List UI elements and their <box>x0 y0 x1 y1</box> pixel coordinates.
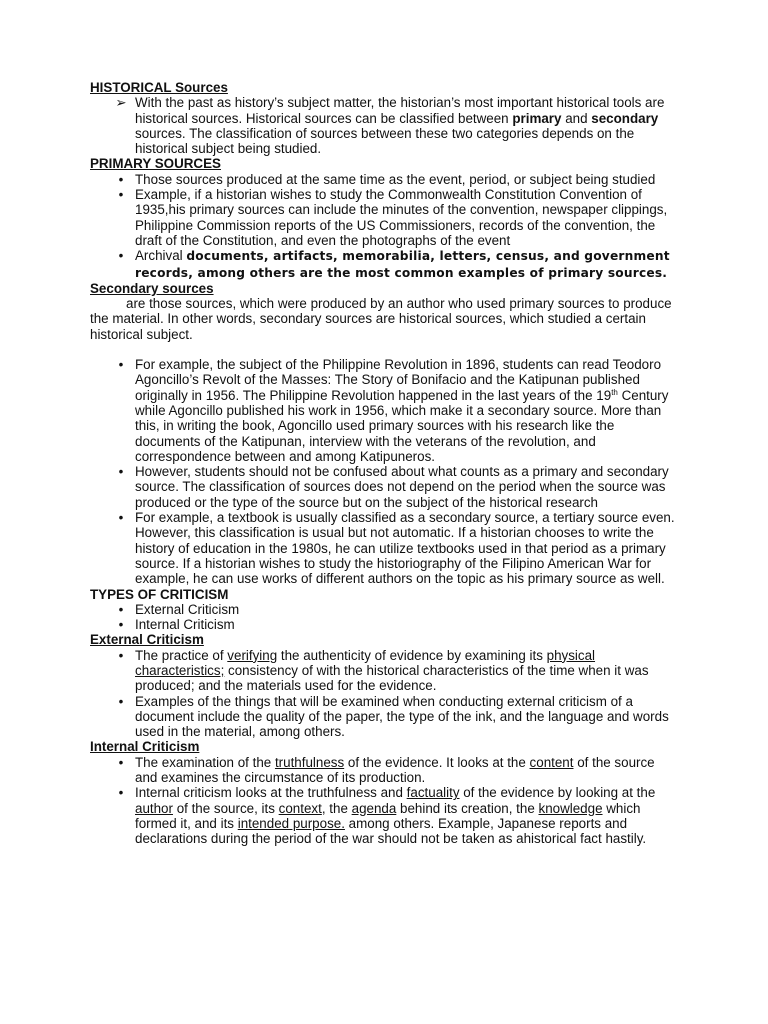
internal-list-item <box>90 785 680 846</box>
primary-item-1-text: Those sources produced at the same time as the event, period, or subject being studied <box>135 171 656 187</box>
bullet-icon: • <box>118 464 124 480</box>
internal-1a: The examination of the <box>135 754 275 770</box>
bullet-icon: • <box>118 248 124 264</box>
external-1a: The practice of <box>135 647 228 663</box>
internal-2f: which formed it, and its <box>135 800 641 831</box>
intro-bold-secondary: secondary <box>591 110 659 126</box>
underline-context: context <box>278 800 322 816</box>
bullet-icon: • <box>118 187 124 203</box>
secondary-item-1a: For example, the subject of the Philippine Revolution in 1896, students can read Teodoro Agoncillo’s Revolt of the Masses: The Story of Bonifacio and the Katipunan published originally in 1956. The Philippine Revolution happened in the last years of the 19 <box>135 357 662 403</box>
primary-list-item <box>90 172 680 187</box>
underline-physical-characteristics: physical characteristics; <box>135 647 596 678</box>
document-page <box>90 80 680 847</box>
archival-prefix: Archival <box>135 248 187 264</box>
types-list-item <box>90 602 680 617</box>
underline-truthfulness: truthfulness <box>274 754 345 770</box>
secondary-list-item <box>90 357 680 464</box>
archival-bold-text: documents, artifacts, memorabilia, letters, census, and government records, among others are the most common examples of primary sources. <box>135 249 670 280</box>
types-list-item <box>90 617 680 632</box>
secondary-list-item <box>90 510 680 586</box>
superscript-th: th <box>611 387 618 397</box>
secondary-item-2: However, students should not be confused about what counts as a primary and secondary source. The classification of sources does not depend on the period when the source was produced or the type of the source but on the subject of the historical research <box>135 464 669 510</box>
internal-2g: among others. Example, Japanese reports and declarations during the period of the war should not be taken as ahistorical fact hastily. <box>135 815 647 847</box>
intro-bold-primary: primary <box>512 110 562 126</box>
bullet-icon: • <box>118 510 124 526</box>
bullet-icon: • <box>118 647 124 663</box>
underline-content: content <box>529 754 574 770</box>
intro-text-1: With the past as history’s subject matter, the historian’s most important historical tools are historical sources. Historical sources can be classified between <box>135 95 665 126</box>
secondary-list-item <box>90 464 680 510</box>
primary-list-item <box>90 248 680 281</box>
external-item-2: Examples of the things that will be examined when conducting external criticism of a document include the quality of the paper, the type of the ink, and the language and words used in the material, among others. <box>135 693 669 740</box>
primary-item-2-text: Example, if a historian wishes to study the Commonwealth Constitution Convention of 1935,his primary sources can include the minutes of the convention, newspaper clippings, Philippine Commission reports of the US Commissioners, records of the convention, the draft of the Constitution, and even the photographs of the event <box>135 187 668 248</box>
underline-agenda: agenda <box>351 800 397 816</box>
types-item-external: External Criticism <box>135 601 240 617</box>
types-item-internal: Internal Criticism <box>135 617 235 633</box>
types-of-criticism-heading: TYPES OF CRITICISM <box>90 586 229 602</box>
underline-factuality: factuality <box>406 785 460 801</box>
arrow-bullet-icon: ➢ <box>115 95 127 111</box>
bullet-icon: • <box>118 171 124 187</box>
internal-criticism-heading: Internal Criticism <box>90 739 200 755</box>
secondary-sources-heading: Secondary sources <box>90 280 214 296</box>
internal-2c: of the source, its <box>172 800 279 816</box>
primary-sources-heading: PRIMARY SOURCES <box>90 156 221 172</box>
intro-text-2: and <box>561 110 592 126</box>
internal-1b: of the evidence. It looks at the <box>344 754 530 770</box>
document-title: HISTORICAL Sources <box>90 80 228 95</box>
intro-item <box>90 95 680 156</box>
internal-list-item <box>90 755 680 786</box>
bullet-icon: • <box>118 357 124 373</box>
bullet-icon: • <box>118 693 124 709</box>
bullet-icon: • <box>118 601 124 617</box>
internal-2b: of the evidence by looking at the <box>459 785 656 801</box>
external-criticism-heading: External Criticism <box>90 632 204 648</box>
secondary-definition: are those sources, which were produced by an author who used primary sources to produce the material. In other words, secondary sources are historical sources, which studied a certain historical subject. <box>90 296 672 342</box>
internal-2e: behind its creation, the <box>396 800 539 816</box>
external-1b: the authenticity of evidence by examining its <box>277 647 547 663</box>
secondary-item-3: For example, a textbook is usually classified as a secondary source, a tertiary source even. However, this classification is usual but not automatic. If a historian chooses to write the history of education in the 1980s, he can utilize textbooks used in that period as a primary source. If a historian wishes to study the historiography of the Filipino American War for example, he can use works of different authors on the topic as his primary source as well. <box>135 510 675 587</box>
underline-author: author <box>135 800 173 816</box>
underline-verifying: verifying <box>227 647 278 663</box>
internal-1c: of the source and examines the circumstance of its production. <box>135 754 655 786</box>
underline-intended-purpose: intended purpose. <box>237 815 345 831</box>
bullet-icon: • <box>118 785 124 801</box>
external-1c: consistency of with the historical characteristics of the time when it was produced; and the materials used for the evidence. <box>135 662 649 694</box>
bullet-icon: • <box>118 754 124 770</box>
external-list-item <box>90 694 680 740</box>
internal-2a: Internal criticism looks at the truthfulness and <box>135 785 407 801</box>
underline-knowledge: knowledge <box>538 800 603 816</box>
primary-list-item <box>90 187 680 248</box>
intro-text-3: sources. The classification of sources between these two categories depends on the historical subject being studied. <box>135 125 635 157</box>
internal-2d: , the <box>321 800 352 816</box>
external-list-item <box>90 648 680 694</box>
secondary-item-1b: Century while Agoncillo published his work in 1956, which make it a secondary source. More than this, in writing the book, Agoncillo used primary sources with his research like the documents of the Katipunan, interview with the veterans of the revolution, and correspondence between and among Katipuneros. <box>135 387 669 464</box>
bullet-icon: • <box>118 617 124 633</box>
